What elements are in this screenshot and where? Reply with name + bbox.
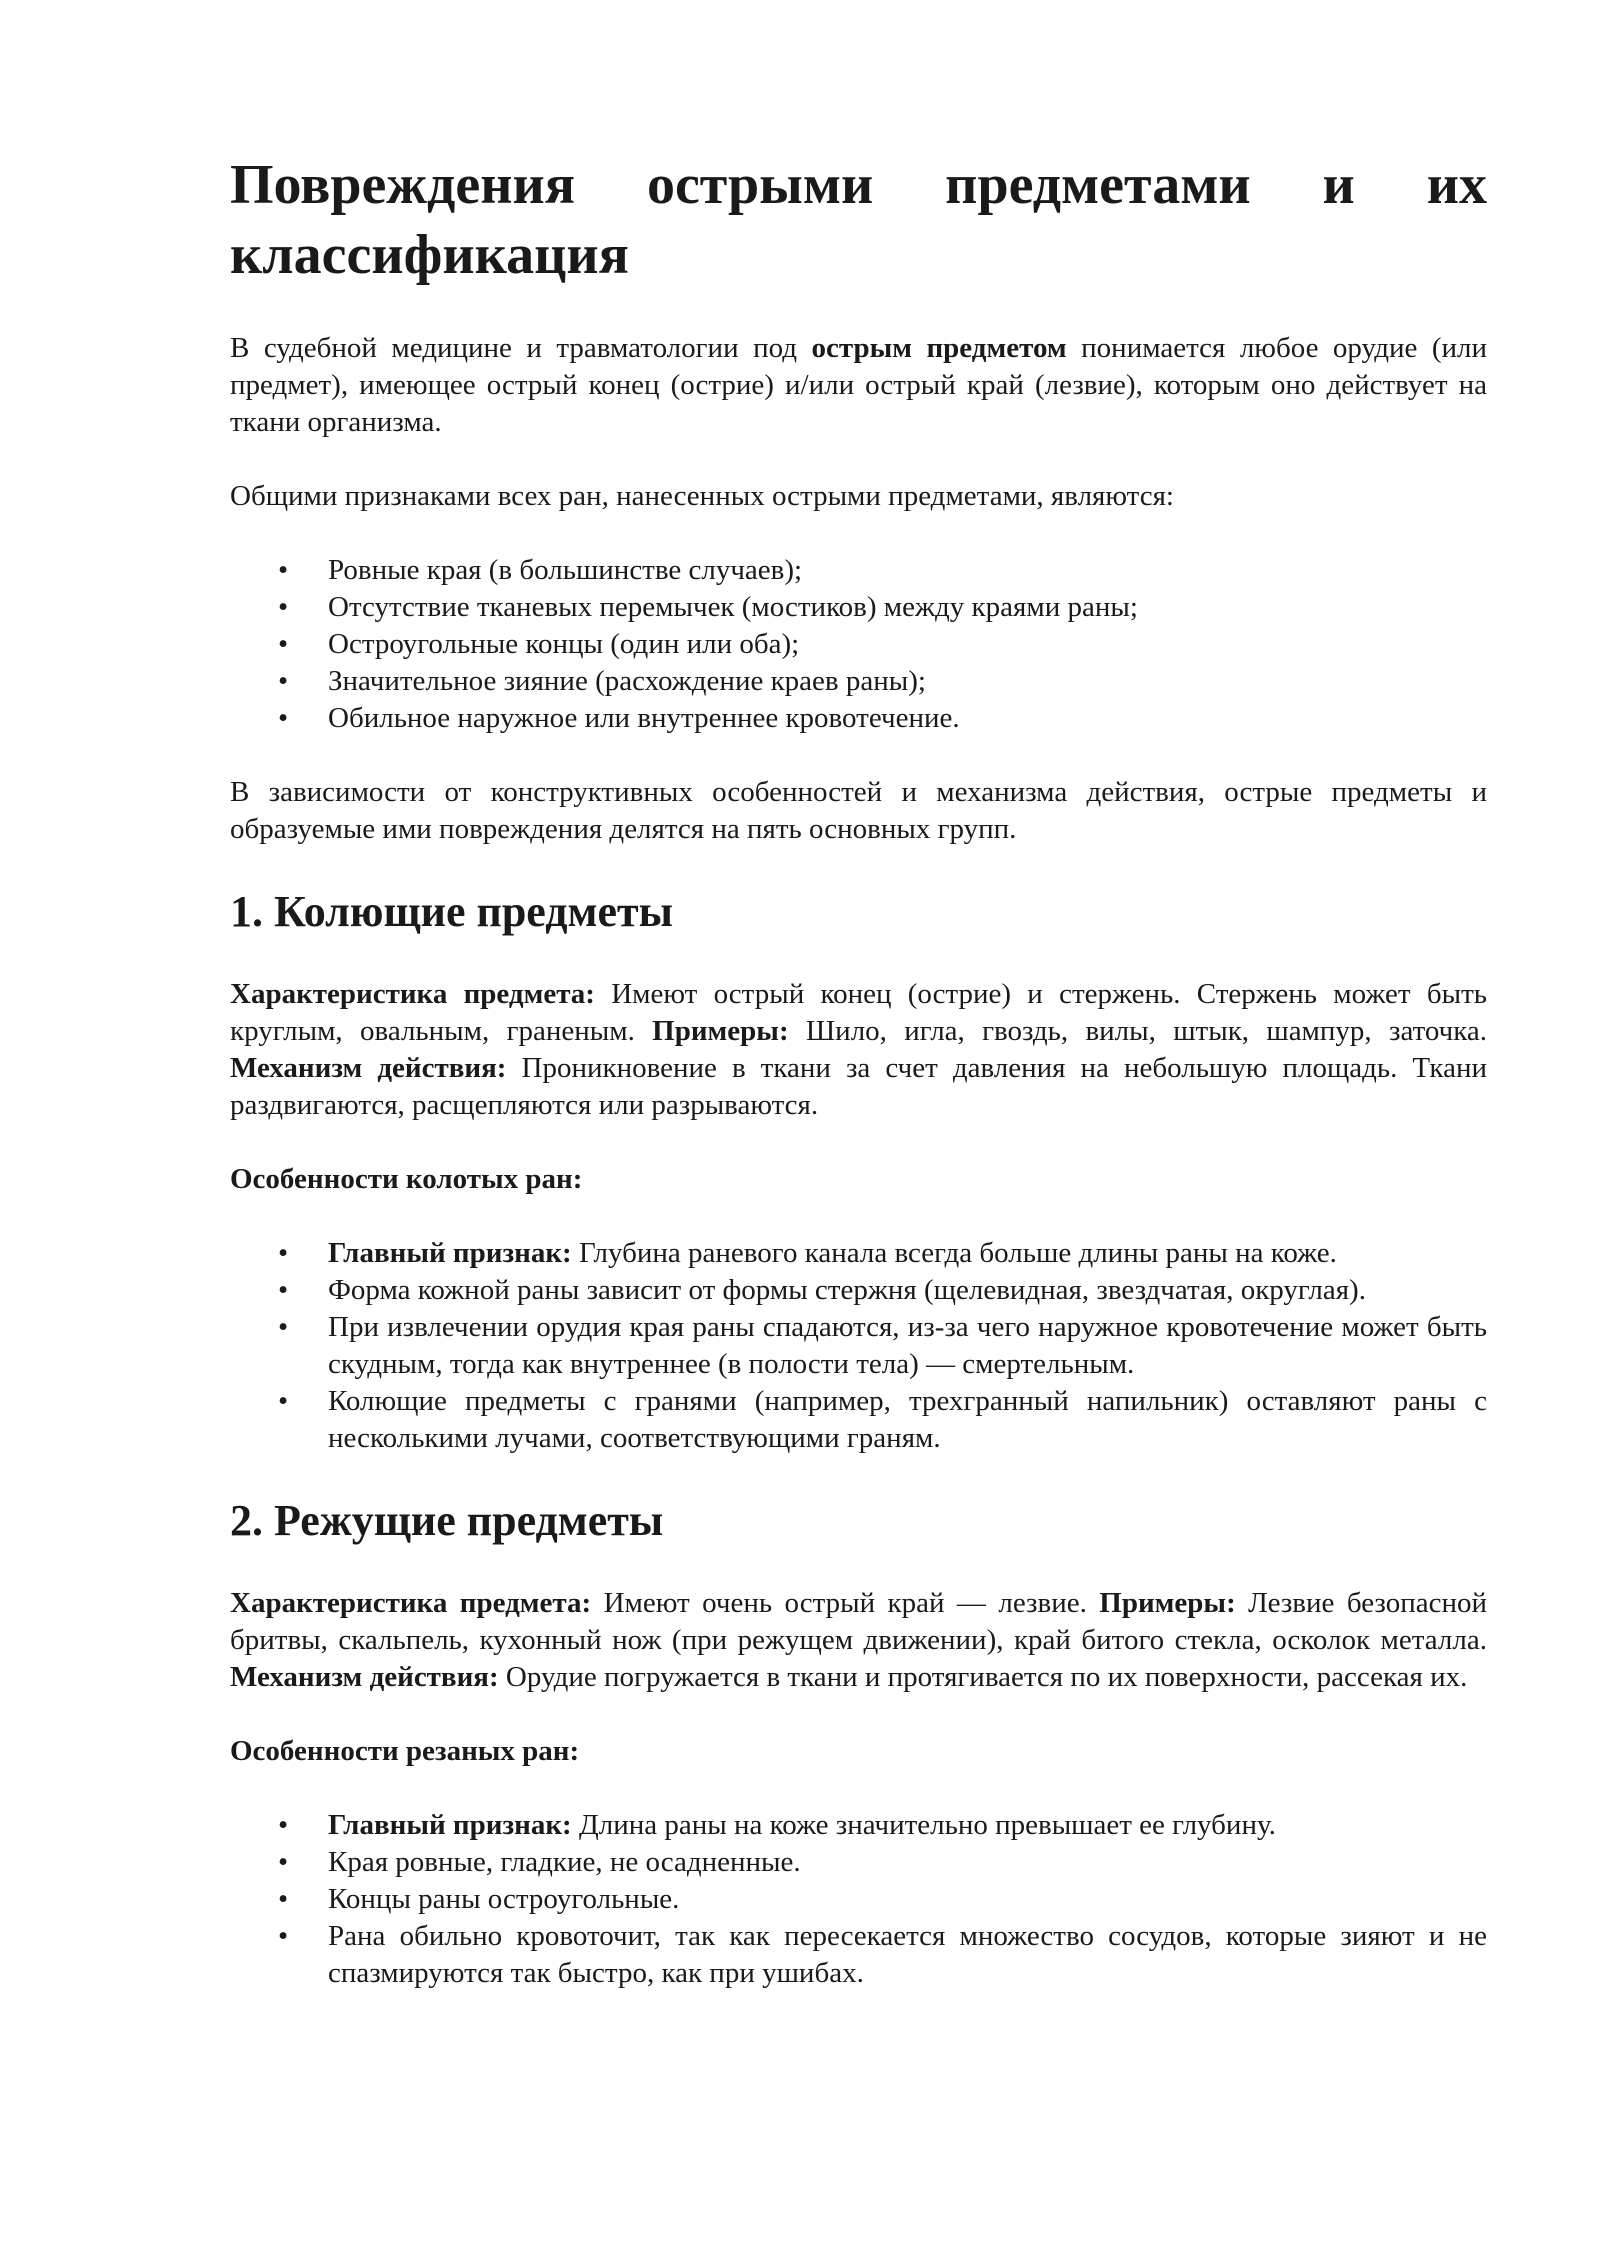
list-item: • Главный признак: Глубина раневого канала всегда больше длины раны на коже. [328,1235,1487,1272]
common-signs-intro: Общими признаками всех ран, нанесенных острыми предметами, являются: [230,480,1174,512]
bullet-icon: • [278,1385,289,1417]
list-item: • Остроугольные концы (один или оба); [328,626,1487,663]
section-2-features-list [230,1807,1487,1992]
list-item: • При извлечении орудия края раны спадаются, из-за чего наружное кровотечение может быть скудным, тогда как внутреннее (в полости тела) — смертельным. [278,1311,1487,1380]
section-2-heading: 2. Режущие предметы [230,1496,664,1545]
list-item: • Форма кожной раны зависит от формы стержня (щелевидная, звездчатая, округлая). [328,1272,1487,1309]
intro-text-2: понимается любое орудие (или предмет), имеющее острый конец (острие) и/или острый край (лезвие), которым оно действует на ткани организма. [230,332,1488,438]
section-1-heading: 1. Колющие предметы [230,887,673,936]
list-item: • Колющие предметы с гранями (например, трехгранный напильник) оставляют раны с несколькими лучами, соответствующими граням. [278,1385,1487,1454]
bullet-icon: • [278,591,289,623]
section-2-description: Характеристика предмета: Имеют очень острый край — лезвие. Примеры: Лезвие безопасной бритвы, скальпель, кухонный нож (при режущем движении), край битого стекла, осколок металла. Механизм действия: Орудие погружается в ткани и протягивается по их поверхности, рассекая их. [230,1587,1488,1693]
list-item: • Ровные края (в большинстве случаев); [328,552,1487,589]
section-1-features-list [230,1235,1487,1457]
section-2-features-heading: Особенности резаных ран: [230,1735,580,1767]
bullet-icon: • [278,1274,289,1306]
bullet-icon: • [278,702,289,734]
list-item: • Концы раны остроугольные. [328,1881,1487,1918]
intro-paragraph [230,330,1487,441]
bullet-icon: • [278,1809,289,1841]
section-1-features-heading: Особенности колотых ран: [230,1163,583,1195]
bullet-icon: • [278,665,289,697]
list-item: • Главный признак: Длина раны на коже значительно превышает ее глубину. [328,1807,1487,1844]
list-item: • Рана обильно кровоточит, так как пересекается множество сосудов, которые зияют и не спазмируются так быстро, как при ушибах. [278,1920,1487,1989]
list-item: • Обильное наружное или внутреннее кровотечение. [328,700,1487,737]
intro-term-bold: острым предметом [811,332,1067,364]
groups-paragraph: В зависимости от конструктивных особенностей и механизма действия, острые предметы и образуемые ими повреждения делятся на пять основных групп. [230,776,1487,845]
bullet-icon: • [278,1846,289,1878]
intro-text-1: В судебной медицине и травматологии под [230,332,812,364]
bullet-icon: • [278,1237,289,1269]
list-item: • Отсутствие тканевых перемычек (мостиков) между краями раны; [328,589,1487,626]
bullet-icon: • [278,1920,289,1952]
section-1-description: Характеристика предмета: Имеют острый конец (острие) и стержень. Стержень может быть круглым, овальным, граненым. Примеры: Шило, игла, гвоздь, вилы, штык, шампур, заточка. Механизм действия: Проникновение в ткани за счет давления на небольшую площадь. Ткани раздвигаются, расщепляются или разрываются. [230,978,1487,1121]
list-item: • Значительное зияние (расхождение краев раны); [328,663,1487,700]
document-title: Повреждения острыми предметами и их классификация [230,154,1487,286]
bullet-icon: • [278,1883,289,1915]
document-page [230,150,1487,2029]
bullet-icon: • [278,554,289,586]
bullet-icon: • [278,628,289,660]
list-item: • Края ровные, гладкие, не осадненные. [328,1844,1487,1881]
bullet-icon: • [278,1311,289,1343]
common-signs-list [230,552,1487,737]
